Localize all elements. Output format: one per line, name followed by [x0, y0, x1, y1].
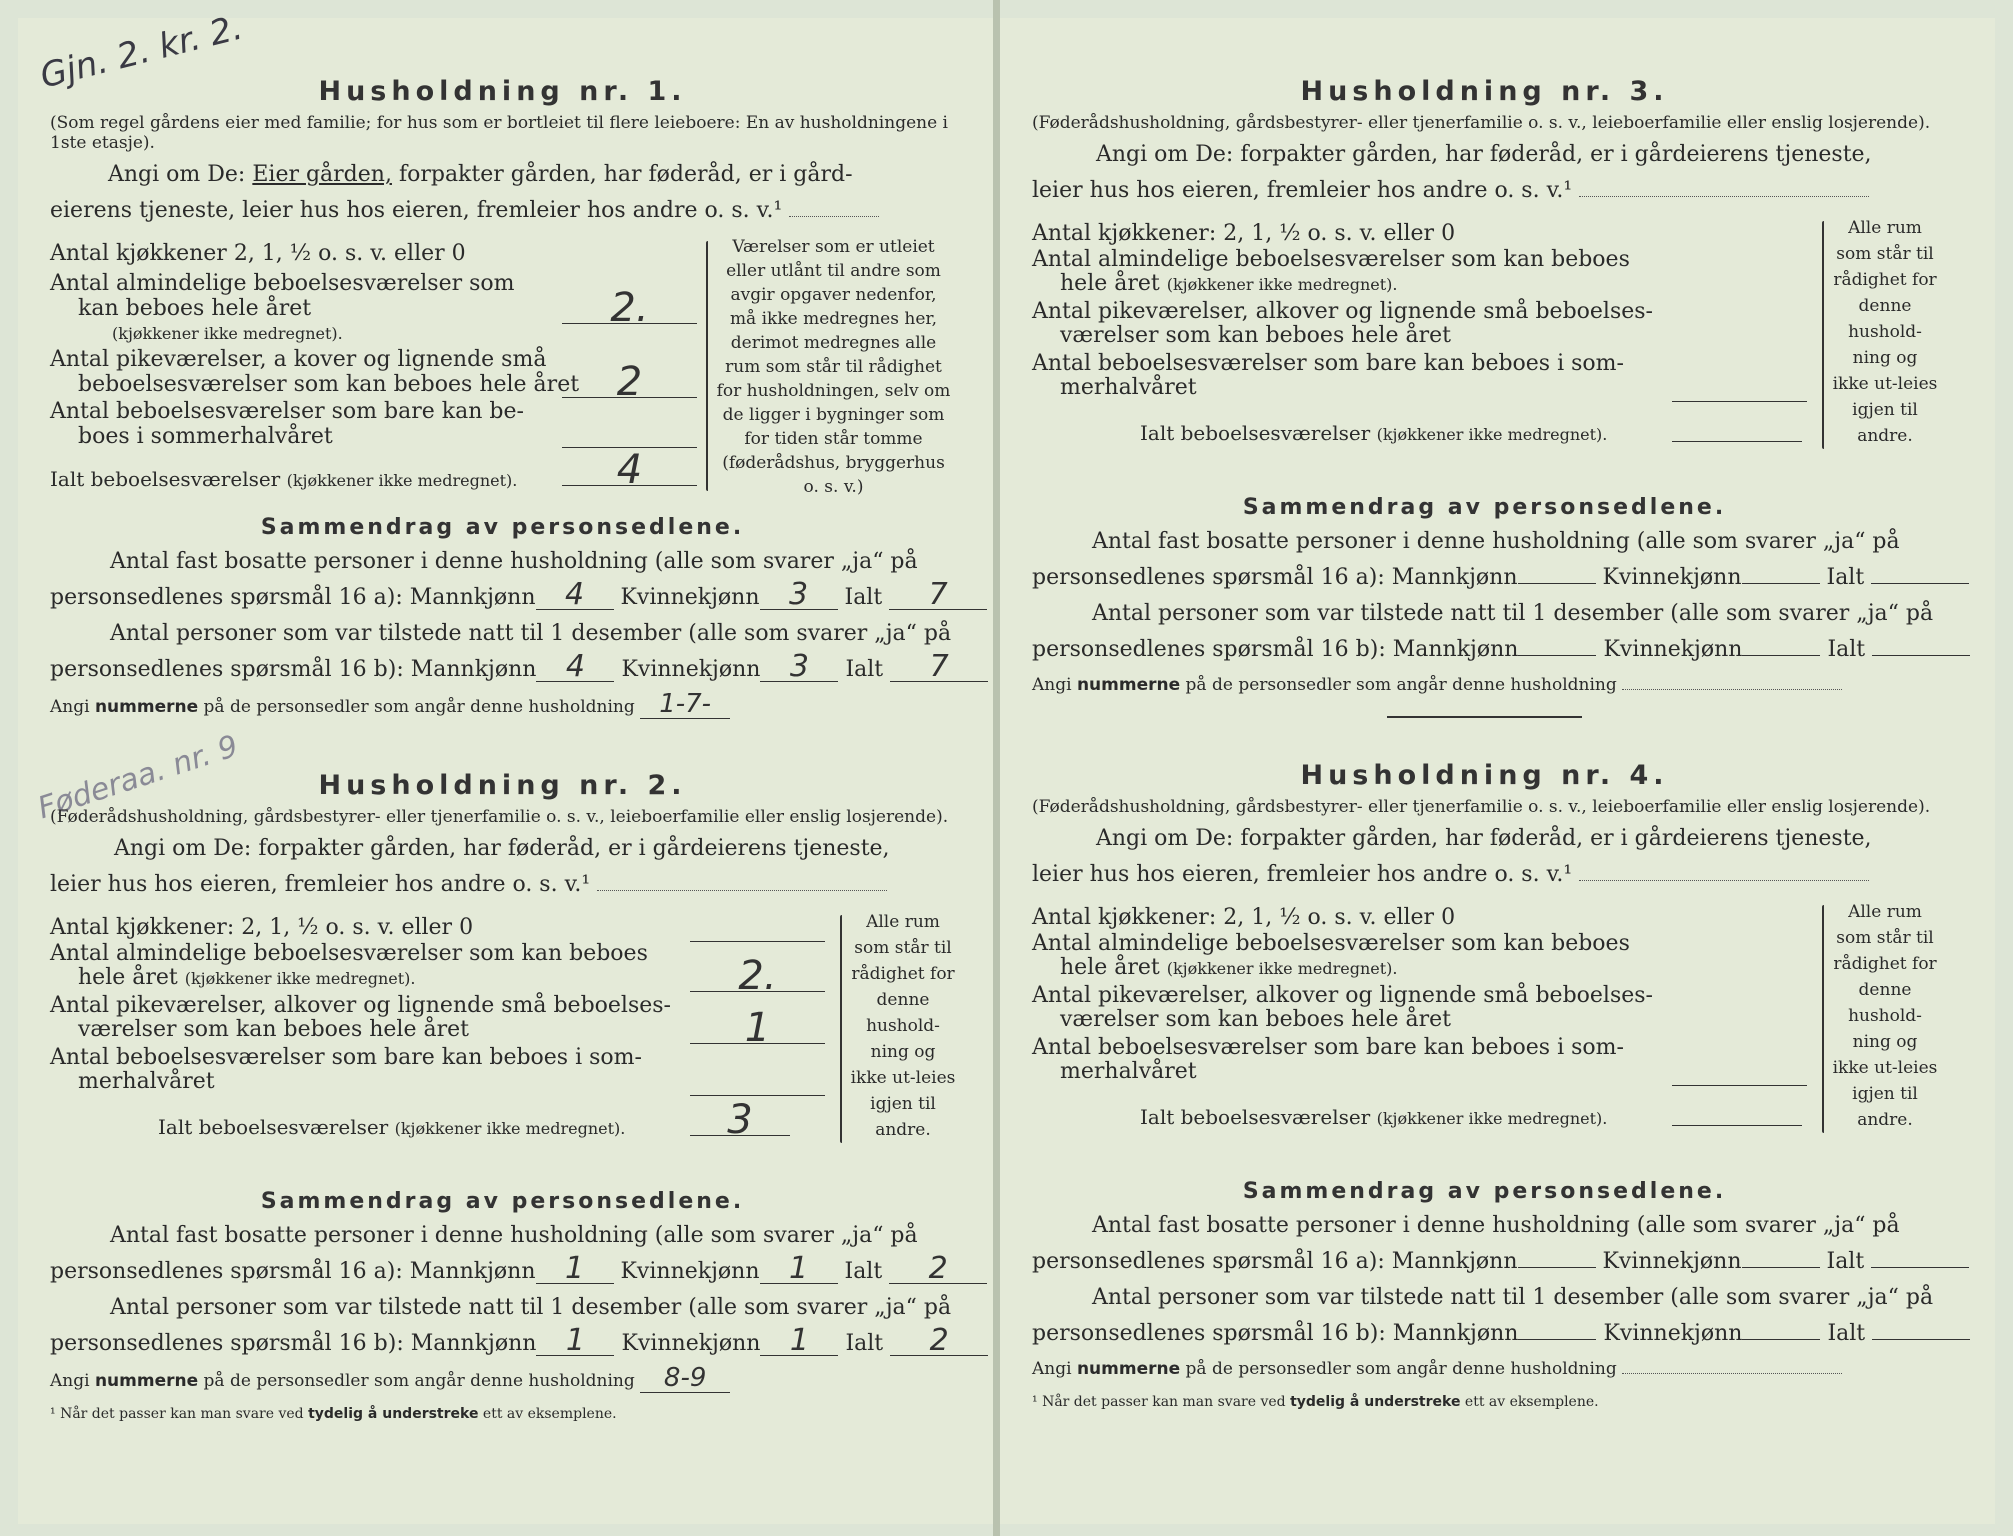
household-3-16b: personsedlenes spørsmål 16 b): Mannkjønn Kvinnekjønn Ialt: [1032, 632, 1937, 668]
household-3-room-counts: Antal kjøkkener: 2, 1, ½ o. s. v. eller 0 Antal almindelige beboelsesværelser som kan beboes hele året (kjøkkener ikke medregnet). Antal pikeværelser, alkover og lignende små beboelses- værelser som kan beboes hele året Antal beboelsesværelser som bare kan beboes i som- merhalvåret Ialt beboelsesværelser (kjøkkener ikke medregnet). Alle rum som står til rådighet for denne hushold-ning og ikke ut-leies igjen til andre.: [1032, 215, 1937, 485]
household-3: Husholdning nr. 3. (Føderådshusholdning, gårdsbestyrer- eller tjenerfamilie o. s. v., leieboerfamilie eller enslig losjerende). Angi om De: forpakter gården, har føderåd, er i gårdeierens tjeneste, leier hus hos eieren, fremleier hos andre o. s. v.¹ Antal kjøkkener: 2, 1, ½ o. s. v. eller 0 Antal almindelige beboelsesværelser som kan beboes hele året (kjøkkener ikke medregnet). Antal pikeværelser, alkover og lignende små beboelses- værelser som kan beboes hele året Antal beboelsesværelser som bare kan beboes i som- merhalvåret Ialt beboelsesværelser (kjøkkener ikke medregnet). Alle rum som står til rådighet for denne hushold-ning og ikke ut-leies igjen til andre. Sammendrag av personsedlene. Antal fast bosatte personer i denne husholdning (alle som svarer „ja“ på personsedlenes spørsmål 16 a): Mannkjønn Kvinnekjønn Ialt Antal personer som var tilstede natt til 1 desember (alle som svarer „ja“ på personsedlenes spørsmål 16 b): Mannkjønn Kvinnekjønn Ialt Angi nummerne på de personsedler som angår denne husholdning: [1032, 76, 1937, 740]
household-1: Husholdning nr. 1. (Som regel gårdens eier med familie; for hus som er bortleiet til flere leieboere: En av husholdningene i 1ste etasje). Angi om De: Eier gården, forpakter gården, har føderåd, er i gård- eierens tjeneste, leier hus hos eieren, fremleier hos andre o. s. v.¹ Antal kjøkkener 2, 1, ½ o. s. v. eller 0 Antal almindelige beboelsesværelser som kan beboes hele året (kjøkkener ikke medregnet). 2. Antal pikeværelser, a kover og lignende små beboelsesværelser som kan beboes hele året 2 Antal beboelsesværelser som bare kan be- boes i sommerhalvåret Ialt beboelsesværelser (kjøkkener ikke medregnet). 4 Værelser som er utleiet eller utlånt til andre som avgir opgaver nedenfor, må ikke medregnes her, derimot medregnes alle rum som står til rådighet for husholdningen, selv om de ligger i bygninger som for tiden står tomme (føderådshus, bryggerhus o. s. v.) Sammendrag av personsedlene. Antal fast bosatte personer i denne husholdning (alle som svarer „ja“ på personsedlenes spørsmål 16 a): Mannkjønn 4 Kvinnekjønn 3 Ialt 7 Antal personer som var tilstede natt til 1 desember (alle som svarer „ja“ på personsedlenes spørsmål 16 b): Mannkjønn 4 Kvinnekjønn 3 Ialt 7 Angi nummerne på de personsedler som angår denne husholdning 1-7-: [50, 76, 955, 722]
household-1-rooms-value: 2.: [562, 293, 697, 324]
handwritten-margin-note: Gjn. 2. kr. 2.: [36, 7, 247, 97]
page-fold: [993, 0, 1000, 1536]
household-2-kitchens-value: [690, 911, 825, 942]
household-3-summary-title: Sammendrag av personsedlene.: [1242, 495, 1727, 520]
household-4-room-counts: Antal kjøkkener: 2, 1, ½ o. s. v. eller 0 Antal almindelige beboelsesværelser som kan beboes hele året (kjøkkener ikke medregnet). Antal pikeværelser, alkover og lignende små beboelses- værelser som kan beboes hele året Antal beboelsesværelser som bare kan beboes i som- merhalvåret Ialt beboelsesværelser (kjøkkener ikke medregnet). Alle rum som står til rådighet for denne hushold-ning og ikke ut-leies igjen til andre.: [1032, 899, 1937, 1169]
household-1-small-rooms-value: 2: [562, 367, 697, 398]
footnote-left: ¹ Når det passer kan man svare ved tydelig å understreke ett av eksemplene.: [50, 1406, 617, 1422]
household-2-summary-title: Sammendrag av personsedlene.: [260, 1189, 745, 1214]
household-1-16a: personsedlenes spørsmål 16 a): Mannkjønn 4 Kvinnekjønn 3 Ialt 7: [50, 580, 955, 616]
household-2-rooms-value: 2.: [690, 961, 825, 992]
household-2-16b: personsedlenes spørsmål 16 b): Mannkjønn 1 Kvinnekjønn 1 Ialt 2: [50, 1326, 955, 1362]
household-1-summer-rooms-value: [562, 417, 697, 448]
household-4-title: Husholdning nr. 4.: [1300, 760, 1669, 791]
household-2-title: Husholdning nr. 2.: [318, 770, 687, 801]
household-1-numbers: Angi nummerne på de personsedler som angår denne husholdning 1-7-: [50, 690, 955, 722]
household-4: Husholdning nr. 4. (Føderådshusholdning, gårdsbestyrer- eller tjenerfamilie o. s. v., leieboerfamilie eller enslig losjerende). Angi om De: forpakter gården, har føderåd, er i gårdeierens tjeneste, leier hus hos eieren, fremleier hos andre o. s. v.¹ Antal kjøkkener: 2, 1, ½ o. s. v. eller 0 Antal almindelige beboelsesværelser som kan beboes hele året (kjøkkener ikke medregnet). Antal pikeværelser, alkover og lignende små beboelses- værelser som kan beboes hele året Antal beboelsesværelser som bare kan beboes i som- merhalvåret Ialt beboelsesværelser (kjøkkener ikke medregnet). Alle rum som står til rådighet for denne hushold-ning og ikke ut-leies igjen til andre. Sammendrag av personsedlene. Antal fast bosatte personer i denne husholdning (alle som svarer „ja“ på personsedlenes spørsmål 16 a): Mannkjønn Kvinnekjønn Ialt Antal personer som var tilstede natt til 1 desember (alle som svarer „ja“ på personsedlenes spørsmål 16 b): Mannkjønn Kvinnekjønn Ialt Angi nummerne på de personsedler som angår denne husholdning ¹ Når det passer kan man svare ved tydelig å understreke ett av eksemplene.: [1032, 760, 1937, 1424]
handwritten-margin-note-faint: Føderaa. nr. 9: [33, 728, 243, 827]
household-1-room-counts: Antal kjøkkener 2, 1, ½ o. s. v. eller 0 Antal almindelige beboelsesværelser som kan beboes hele året (kjøkkener ikke medregnet). 2. Antal pikeværelser, a kover og lignende små beboelsesværelser som kan beboes hele året 2 Antal beboelsesværelser som bare kan be- boes i sommerhalvåret Ialt beboelsesværelser (kjøkkener ikke medregnet). 4 Værelser som er utleiet eller utlånt til andre som avgir opgaver nedenfor, må ikke medregnes her, derimot medregnes alle rum som står til rådighet for husholdningen, selv om de ligger i bygninger som for tiden står tomme (føderådshus, bryggerhus o. s. v.): [50, 237, 951, 497]
household-3-title: Husholdning nr. 3.: [1300, 76, 1669, 107]
household-1-summary-title: Sammendrag av personsedlene.: [260, 515, 745, 540]
section-divider: [1387, 716, 1582, 718]
household-2-note: (Føderådshusholdning, gårdsbestyrer- eller tjenerfamilie o. s. v., leieboerfamilie eller enslig losjerende).: [50, 807, 949, 827]
household-2-summer-rooms-value: [690, 1065, 825, 1096]
household-1-total-rooms-value: 4: [562, 455, 697, 486]
household-2-side-note: Alle rum som står til rådighet for denne hushold-ning og ikke ut-leies igjen til andre.: [850, 912, 956, 1140]
footnote-right: ¹ Når det passer kan man svare ved tydelig å understreke ett av eksemplene.: [1032, 1394, 1599, 1410]
household-1-16b: personsedlenes spørsmål 16 b): Mannkjønn 4 Kvinnekjønn 3 Ialt 7: [50, 652, 955, 688]
household-3-numbers: Angi nummerne på de personsedler som angår denne husholdning: [1032, 670, 1937, 700]
household-3-side-note: Alle rum som står til rådighet for denne hushold-ning og ikke ut-leies igjen til andre.: [1832, 218, 1938, 446]
household-4-side-note: Alle rum som står til rådighet for denne hushold-ning og ikke ut-leies igjen til andre.: [1832, 902, 1938, 1130]
household-4-16b: personsedlenes spørsmål 16 b): Mannkjønn Kvinnekjønn Ialt: [1032, 1316, 1937, 1352]
household-4-numbers: Angi nummerne på de personsedler som angår denne husholdning: [1032, 1354, 1937, 1384]
household-1-question: Angi om De: Eier gården, forpakter gården, har føderåd, er i gård-: [108, 162, 853, 187]
household-1-note: (Som regel gårdens eier med familie; for hus som er bortleiet til flere leieboere: En av husholdningene i 1ste etasje).: [50, 113, 948, 153]
household-2: Husholdning nr. 2. (Føderådshusholdning, gårdsbestyrer- eller tjenerfamilie o. s. v., leieboerfamilie eller enslig losjerende). Angi om De: forpakter gården, har føderåd, er i gårdeierens tjeneste, leier hus hos eieren, fremleier hos andre o. s. v.¹ Antal kjøkkener: 2, 1, ½ o. s. v. eller 0 Antal almindelige beboelsesværelser som kan beboes hele året (kjøkkener ikke medregnet). 2. Antal pikeværelser, alkover og lignende små beboelses- værelser som kan beboes hele året 1 Antal beboelsesværelser som bare kan beboes i som- merhalvåret Ialt beboelsesværelser (kjøkkener ikke medregnet). 3 Alle rum som står til rådighet for denne hushold-ning og ikke ut-leies igjen til andre. Sammendrag av personsedlene. Antal fast bosatte personer i denne husholdning (alle som svarer „ja“ på personsedlenes spørsmål 16 a): Mannkjønn 1 Kvinnekjønn 1 Ialt 2 Antal personer som var tilstede natt til 1 desember (alle som svarer „ja“ på personsedlenes spørsmål 16 b): Mannkjønn 1 Kvinnekjønn 1 Ialt 2 Angi nummerne på de personsedler som angår denne husholdning 8-9 ¹ Når det passer kan man svare ved tydelig å understreke ett av eksemplene.: [50, 770, 955, 1436]
household-3-16a: personsedlenes spørsmål 16 a): Mannkjønn Kvinnekjønn Ialt: [1032, 560, 1937, 596]
household-2-numbers: Angi nummerne på de personsedler som angår denne husholdning 8-9: [50, 1364, 955, 1396]
household-1-title: Husholdning nr. 1.: [318, 76, 687, 107]
household-2-total-rooms-value: 3: [690, 1105, 790, 1136]
household-2-small-rooms-value: 1: [690, 1013, 825, 1044]
household-1-side-note: Værelser som er utleiet eller utlånt til andre som avgir opgaver nedenfor, må ikke medregnes her, derimot medregnes alle rum som står til rådighet for husholdningen, selv om de ligger i bygninger som for tiden står tomme (føderådshus, bryggerhus o. s. v.): [716, 237, 951, 497]
household-4-16a: personsedlenes spørsmål 16 a): Mannkjønn Kvinnekjønn Ialt: [1032, 1244, 1937, 1280]
household-4-note: (Føderådshusholdning, gårdsbestyrer- eller tjenerfamilie o. s. v., leieboerfamilie eller enslig losjerende).: [1032, 797, 1931, 817]
household-2-room-counts: Antal kjøkkener: 2, 1, ½ o. s. v. eller 0 Antal almindelige beboelsesværelser som kan beboes hele året (kjøkkener ikke medregnet). 2. Antal pikeværelser, alkover og lignende små beboelses- værelser som kan beboes hele året 1 Antal beboelsesværelser som bare kan beboes i som- merhalvåret Ialt beboelsesværelser (kjøkkener ikke medregnet). 3 Alle rum som står til rådighet for denne hushold-ning og ikke ut-leies igjen til andre.: [50, 909, 955, 1179]
household-2-16a: personsedlenes spørsmål 16 a): Mannkjønn 1 Kvinnekjønn 1 Ialt 2: [50, 1254, 955, 1290]
household-3-note: (Føderådshusholdning, gårdsbestyrer- eller tjenerfamilie o. s. v., leieboerfamilie eller enslig losjerende).: [1032, 113, 1931, 133]
household-4-summary-title: Sammendrag av personsedlene.: [1242, 1179, 1727, 1204]
